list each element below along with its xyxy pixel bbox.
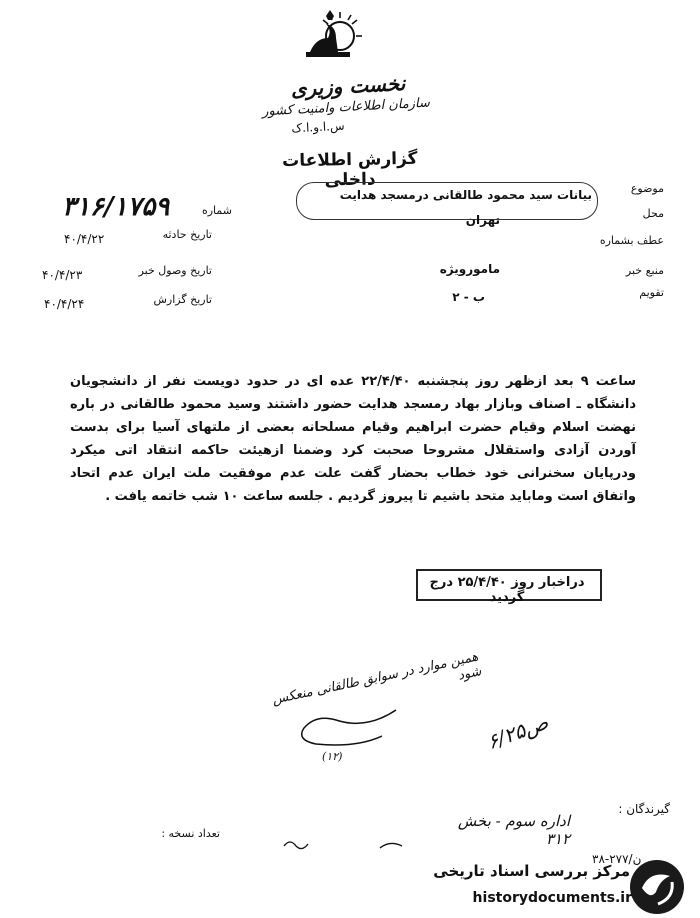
history-documents-logo-icon	[628, 858, 686, 916]
rating-value: ب - ۲	[452, 290, 485, 304]
handwritten-note: همین موارد در سوابق طالقانی منعکس شود	[270, 649, 483, 708]
report-number-value: ۳۱۶/۱۷۵۹	[62, 192, 170, 222]
received-date-value: ۴۰/۴/۲۳	[42, 268, 83, 282]
source-label: منبع خبر	[625, 264, 664, 277]
report-date-value: ۴۰/۴/۲۴	[44, 297, 85, 311]
handwritten-dash-mark	[280, 836, 420, 856]
watermark-url: historydocuments.ir	[472, 890, 632, 906]
incident-date-label: تاریخ حادثه	[162, 228, 212, 241]
copies-label: تعداد نسخه :	[161, 827, 220, 840]
received-date-label: تاریخ وصول خبر	[138, 264, 212, 277]
lion-and-sun-emblem	[302, 8, 362, 60]
rating-label: تقویم	[639, 286, 664, 299]
incident-date-value: ۴۰/۴/۲۲	[64, 232, 105, 246]
watermark-title: مرکز بررسی اسناد تاریخی	[433, 862, 630, 880]
report-number-label: شماره	[201, 204, 232, 217]
recipients-label: گیرندگان :	[618, 802, 670, 816]
handwritten-initials: ص۶/۲۵	[483, 709, 552, 755]
organization-code: س.ا.و.ا.ک	[291, 118, 345, 136]
ministry-title: نخست وزیری	[290, 71, 406, 101]
ref-label: عطف بشماره	[599, 234, 664, 247]
report-body: ساعت ۹ بعد ازظهر روز پنجشنبه ۲۲/۴/۴۰ عده ای در حدود دویست نفر از دانشجویان دانشگاه ـ اصناف وبازار بهاد رمسجد هدایت حضور داشتند وسید محمود طالقانی در باره نهضت اسلام وقیام حضرت ابراهیم وقیام مسلحانه بعضی از ملتهای آسیا برای بدست آوردن آزادی واستقلال مشروحا صحبت کرد وضمنا ازهیئت حاکمه انتقاد اتی میکرد ودرپایان سخنرانی خود خطاب بحضار گفت علت عدم موفقیت ملت ایران عدم اتحاد واتفاق است ومابايد متحد باشیم تا پیروز گردیم . جلسه ساعت ۱۰ شب خاتمه یافت .	[70, 374, 636, 504]
publication-stamp-text: دراخبار روز ۲۵/۴/۴۰ درج گردید	[429, 575, 585, 605]
report-date-label: تاریخ گزارش	[153, 293, 212, 306]
source-value: مامورویژه	[439, 262, 500, 276]
place-label: محل	[642, 207, 664, 220]
place-value: تهران	[465, 213, 500, 227]
organization-name: سازمان اطلاعات وامنیت کشور	[261, 95, 431, 120]
subject-value: بیانات سید محمود طالقانی درمسجد هدایت	[339, 188, 592, 202]
recipients-value: اداره سوم - بخش ۳۱۲	[457, 812, 570, 848]
signature-scribble	[286, 700, 406, 750]
report-title: گزارش اطلاعات داخلی	[282, 148, 418, 191]
subject-label: موضوع	[630, 182, 664, 195]
handwritten-page-mark: (۱۲)	[322, 750, 343, 763]
document-reference-number: ۳۸-۲۷۷/ن	[592, 852, 642, 866]
